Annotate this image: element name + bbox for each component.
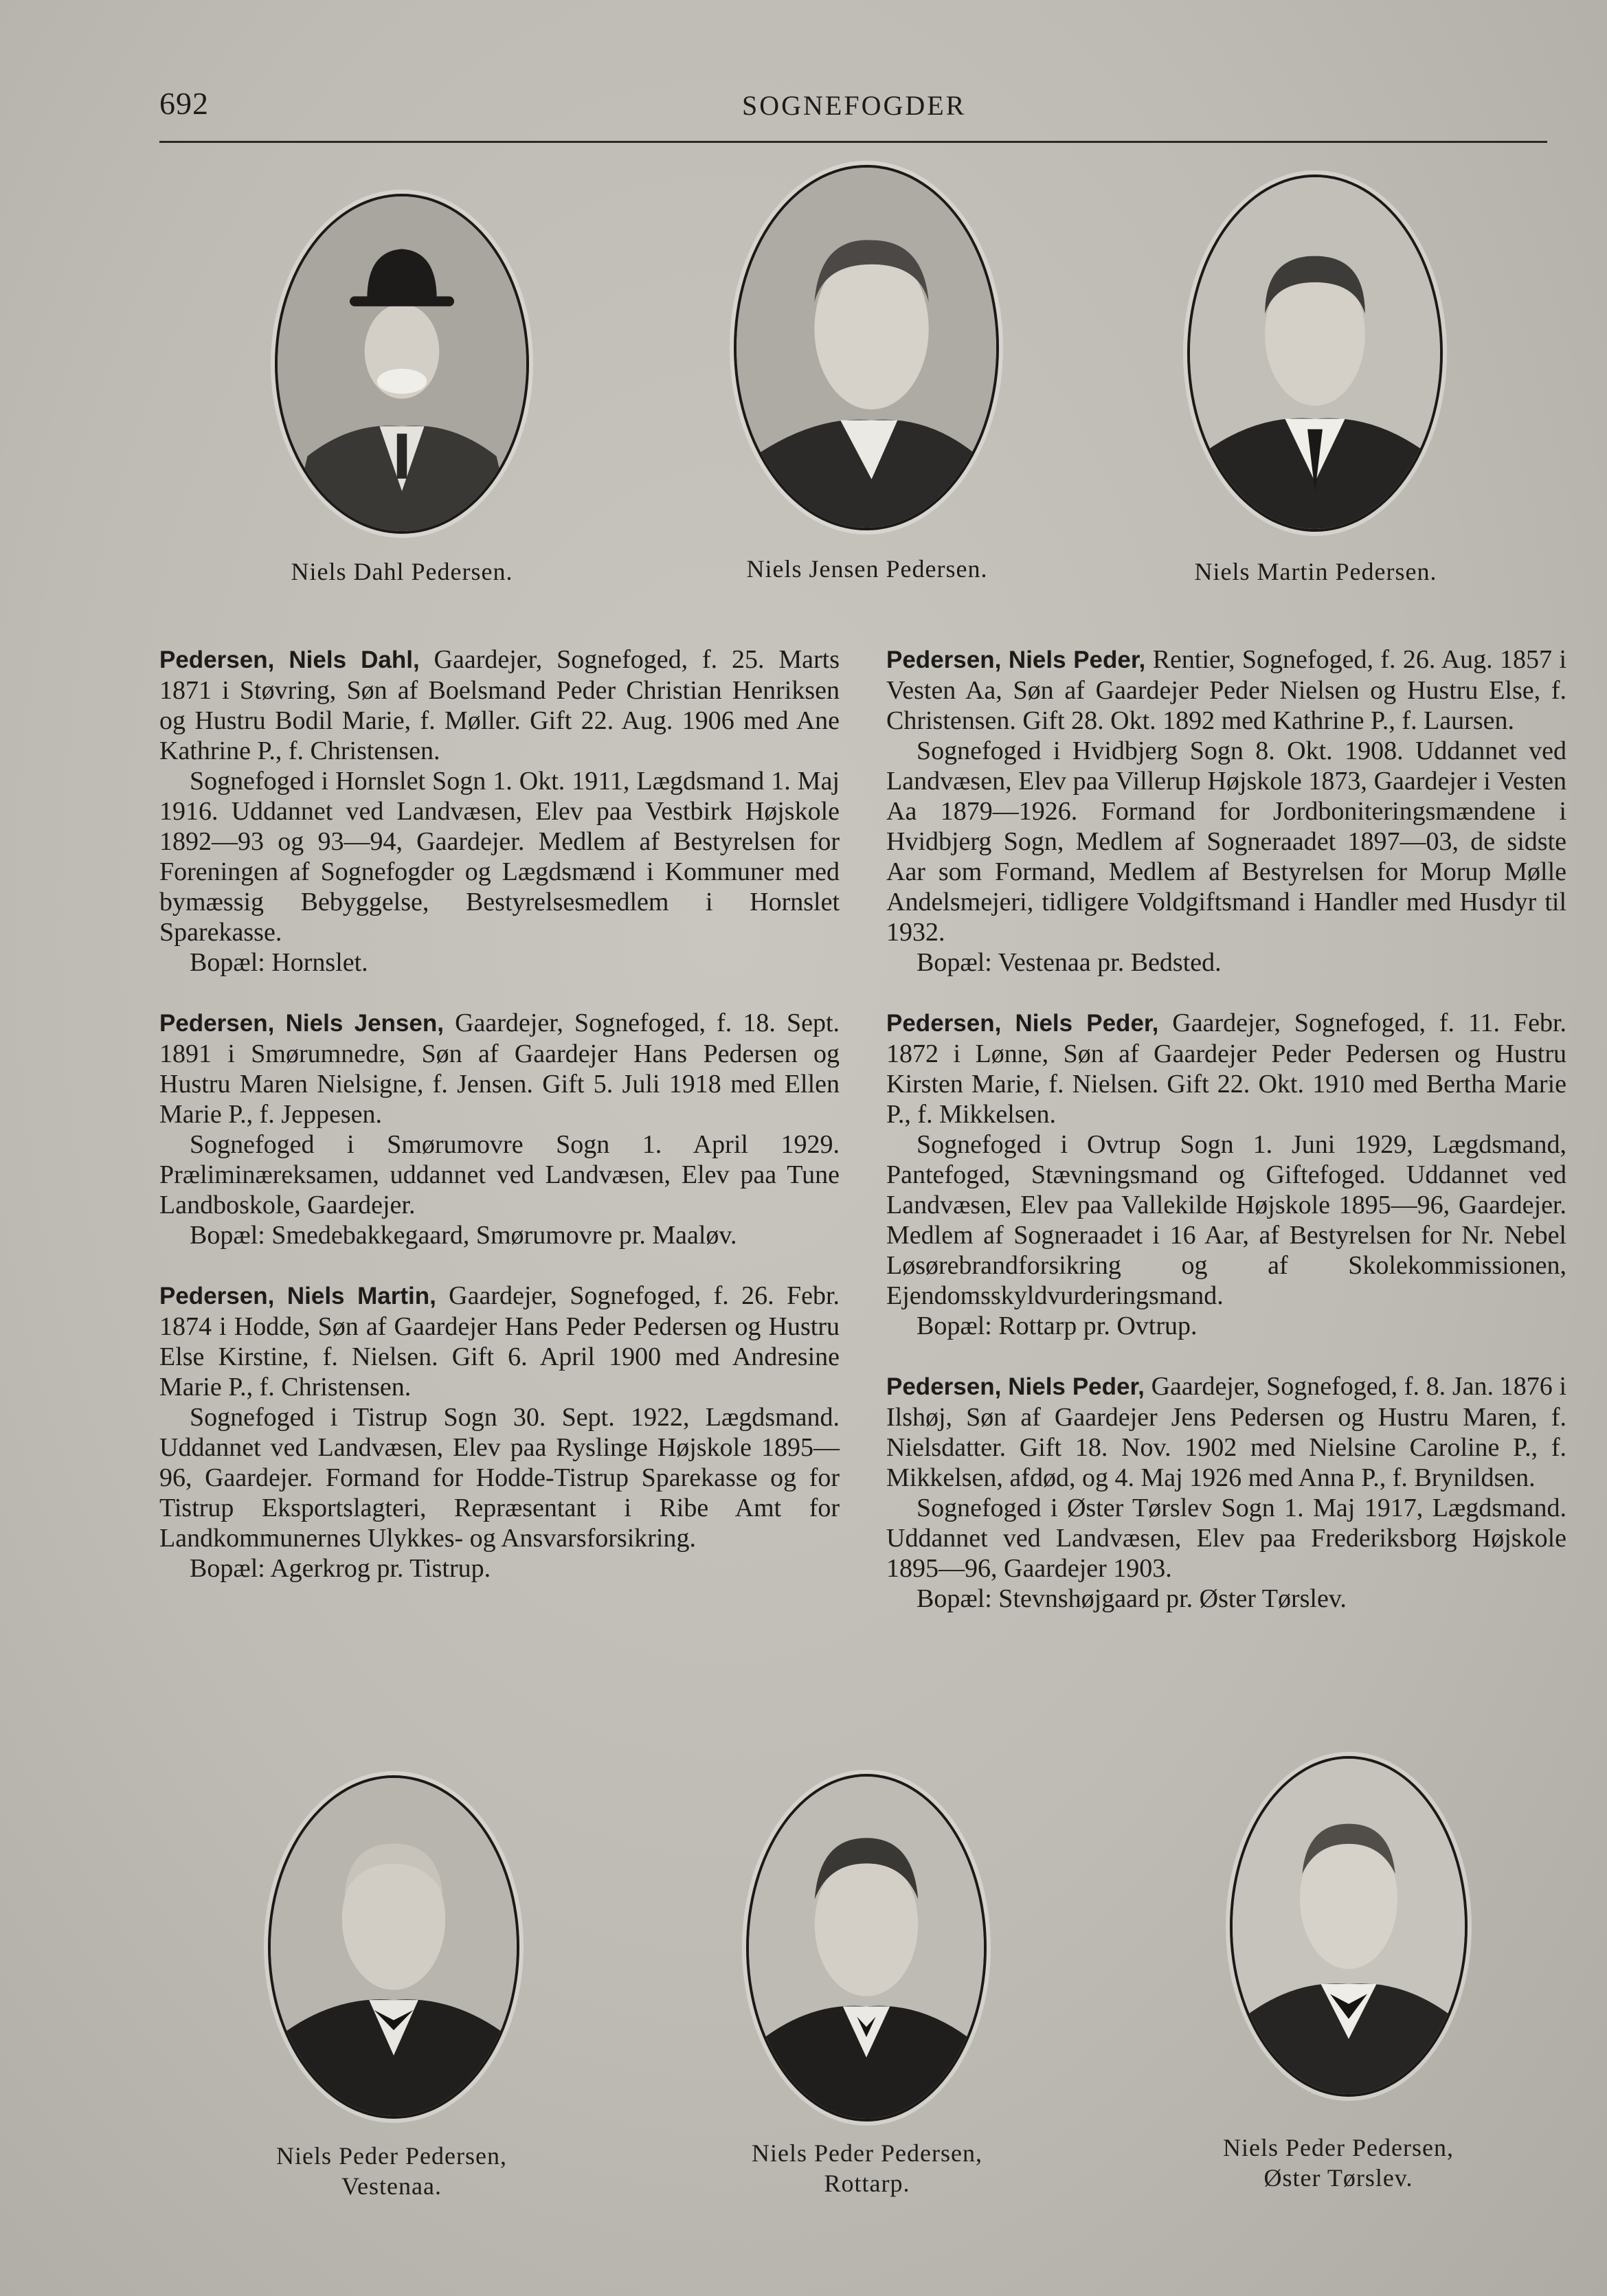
caption-name: Niels Peder Pedersen,	[752, 2139, 982, 2167]
portrait-niels-peder-pedersen-rottarp	[746, 1774, 987, 2121]
entry-name: Pedersen, Niels Martin,	[159, 1283, 436, 1309]
portrait-niels-dahl-pedersen	[275, 194, 529, 534]
entry-niels-jensen	[159, 1008, 840, 1250]
caption-place: Øster Tørslev.	[1263, 2164, 1413, 2192]
entry-residence: Bopæl: Vestenaa pr. Bedsted.	[917, 948, 1222, 977]
page-header	[159, 81, 1547, 122]
entry-niels-martin	[159, 1281, 840, 1584]
entry-career: Sognefoged i Øster Tørslev Sogn 1. Maj 1917, Lægdsmand. Uddannet ved Landvæsen, Elev paa Frederiksborg Højskole 1895—96, Gaardejer 1903.	[886, 1494, 1566, 1583]
entry-niels-peder-oster-torslev	[886, 1371, 1566, 1614]
caption-niels-peder-pedersen-rottarp	[688, 2138, 1046, 2198]
entry-name: Pedersen, Niels Peder,	[886, 1373, 1145, 1400]
header-rule	[159, 141, 1547, 143]
portrait-niels-martin-pedersen	[1187, 175, 1443, 532]
entry-niels-dahl	[159, 644, 840, 978]
caption-niels-peder-pedersen-oster-torslev	[1160, 2132, 1517, 2193]
entry-intro: Rentier, Sognefoged, f. 26. Aug. 1857 i Vesten Aa, Søn af Gaardejer Peder Nielsen og Hustru Else, f. Christensen. Gift 28. Okt. 1892 med Kathrine P., f. Laursen.	[886, 645, 1567, 735]
entry-intro: Gaardejer, Sognefoged, f. 8. Jan. 1876 i Ilshøj, Søn af Gaardejer Jens Pedersen og Hustru Maren, f. Nielsdatter. Gift 18. Nov. 1902 med Nielsine Caroline P., f. Mikkelsen, afdød, og 4. Maj 1926 med Anna P., f. Brynildsen.	[886, 1372, 1567, 1492]
caption-niels-jensen-pedersen: Niels Jensen Pedersen.	[746, 555, 988, 583]
caption-name: Niels Peder Pedersen,	[1223, 2134, 1454, 2161]
entry-career: Sognefoged i Ovtrup Sogn 1. Juni 1929, Lægdsmand, Pantefoged, Stævningsmand og Giftefoged. Uddannet ved Landvæsen, Elev paa Vallekilde Højskole 1895—96, Gaardejer. Medlem af Sogneraadet i 16 Aar, af Bestyrelsen for Nr. Nebel Løsørebrandforsikring og af Skolekommissionen, Ejendomsskyldvurderingsmand.	[886, 1130, 1566, 1310]
entry-intro: Gaardejer, Sognefoged, f. 11. Febr. 1872 i Lønne, Søn af Gaardejer Peder Pedersen og Hustru Kirsten Marie, f. Nielsen. Gift 22. Okt. 1910 med Bertha Marie P., f. Mikkelsen.	[886, 1009, 1567, 1129]
portrait-niels-jensen-pedersen	[734, 165, 999, 530]
entry-name: Pedersen, Niels Peder,	[886, 646, 1146, 673]
entry-residence: Bopæl: Rottarp pr. Ovtrup.	[917, 1312, 1198, 1340]
portrait-niels-peder-pedersen-oster-torslev	[1230, 1756, 1468, 2097]
portrait-niels-peder-pedersen-vestenaa	[268, 1775, 519, 2119]
entry-niels-peder-vestenaa	[886, 644, 1566, 978]
entry-residence: Bopæl: Stevnshøjgaard pr. Øster Tørslev.	[917, 1584, 1347, 1613]
entry-name: Pedersen, Niels Dahl,	[159, 646, 420, 673]
entry-residence: Bopæl: Agerkrog pr. Tistrup.	[190, 1554, 491, 1583]
entry-residence: Bopæl: Smedebakkegaard, Smørumovre pr. Maaløv.	[190, 1221, 737, 1250]
page-number: 692	[159, 86, 209, 121]
entry-niels-peder-rottarp	[886, 1008, 1566, 1341]
caption-niels-dahl-pedersen: Niels Dahl Pedersen.	[291, 558, 513, 585]
entry-name: Pedersen, Niels Peder,	[886, 1010, 1159, 1037]
entry-intro: Gaardejer, Sognefoged, f. 26. Febr. 1874 i Hodde, Søn af Gaardejer Hans Peder Pedersen og Hustru Else Kirstine, f. Nielsen. Gift 6. April 1900 med Andresine Marie P., f. Christensen.	[159, 1281, 840, 1402]
entry-name: Pedersen, Niels Jensen,	[159, 1010, 444, 1037]
entry-career: Sognefoged i Hornslet Sogn 1. Okt. 1911, Lægdsmand 1. Maj 1916. Uddannet ved Landvæsen, Elev paa Vestbirk Højskole 1892—93 og 93—94, Gaardejer. Medlem af Bestyrelsen for Foreningen af Sognefogder og Lægdsmænd i Kommuner med bymæssig Bebyggelse, Bestyrelsesmedlem i Hornslet Sparekasse.	[159, 767, 840, 947]
running-title: SOGNEFOGDER	[742, 90, 967, 121]
caption-place: Rottarp.	[824, 2170, 910, 2197]
caption-name: Niels Peder Pedersen,	[276, 2142, 507, 2170]
caption-niels-peder-pedersen-vestenaa	[213, 2141, 570, 2201]
entry-career: Sognefoged i Hvidbjerg Sogn 8. Okt. 1908. Uddannet ved Landvæsen, Elev paa Villerup Højskole 1873, Gaardejer i Vesten Aa 1879—1926. Formand for Jordboniteringsmændene i Hvidbjerg Sogn, Medlem af Sogneraadet 1897—03, de sidste Aar som Formand, Medlem af Bestyrelsen for Morup Mølle Andelsmejeri, tidligere Voldgiftsmand i Handler med Husdyr til 1932.	[886, 736, 1566, 947]
caption-place: Vestenaa.	[341, 2172, 442, 2200]
entry-intro: Gaardejer, Sognefoged, f. 25. Marts 1871 i Støvring, Søn af Boelsmand Peder Christian Henriksen og Hustru Bodil Marie, f. Møller. Gift 22. Aug. 1906 med Ane Kathrine P., f. Christensen.	[159, 645, 840, 765]
entry-residence: Bopæl: Hornslet.	[190, 948, 368, 977]
entry-intro: Gaardejer, Sognefoged, f. 18. Sept. 1891 i Smørumnedre, Søn af Gaardejer Hans Pedersen og Hustru Maren Nielsigne, f. Jensen. Gift 5. Juli 1918 med Ellen Marie P., f. Jeppesen.	[159, 1009, 840, 1129]
caption-niels-martin-pedersen: Niels Martin Pedersen.	[1194, 558, 1437, 585]
entry-career: Sognefoged i Tistrup Sogn 30. Sept. 1922, Lægdsmand. Uddannet ved Landvæsen, Elev paa Ryslinge Højskole 1895—96, Gaardejer. Formand for Hodde-Tistrup Sparekasse og for Tistrup Eksportslagteri, Repræsentant i Ribe Amt for Landkommunernes Ulykkes- og Ansvarsforsikring.	[159, 1403, 840, 1553]
entry-career: Sognefoged i Smørumovre Sogn 1. April 1929. Præliminæreksamen, uddannet ved Landvæsen, Elev paa Tune Landboskole, Gaardejer.	[159, 1130, 840, 1219]
left-column	[159, 644, 840, 1614]
right-column	[886, 644, 1566, 1644]
